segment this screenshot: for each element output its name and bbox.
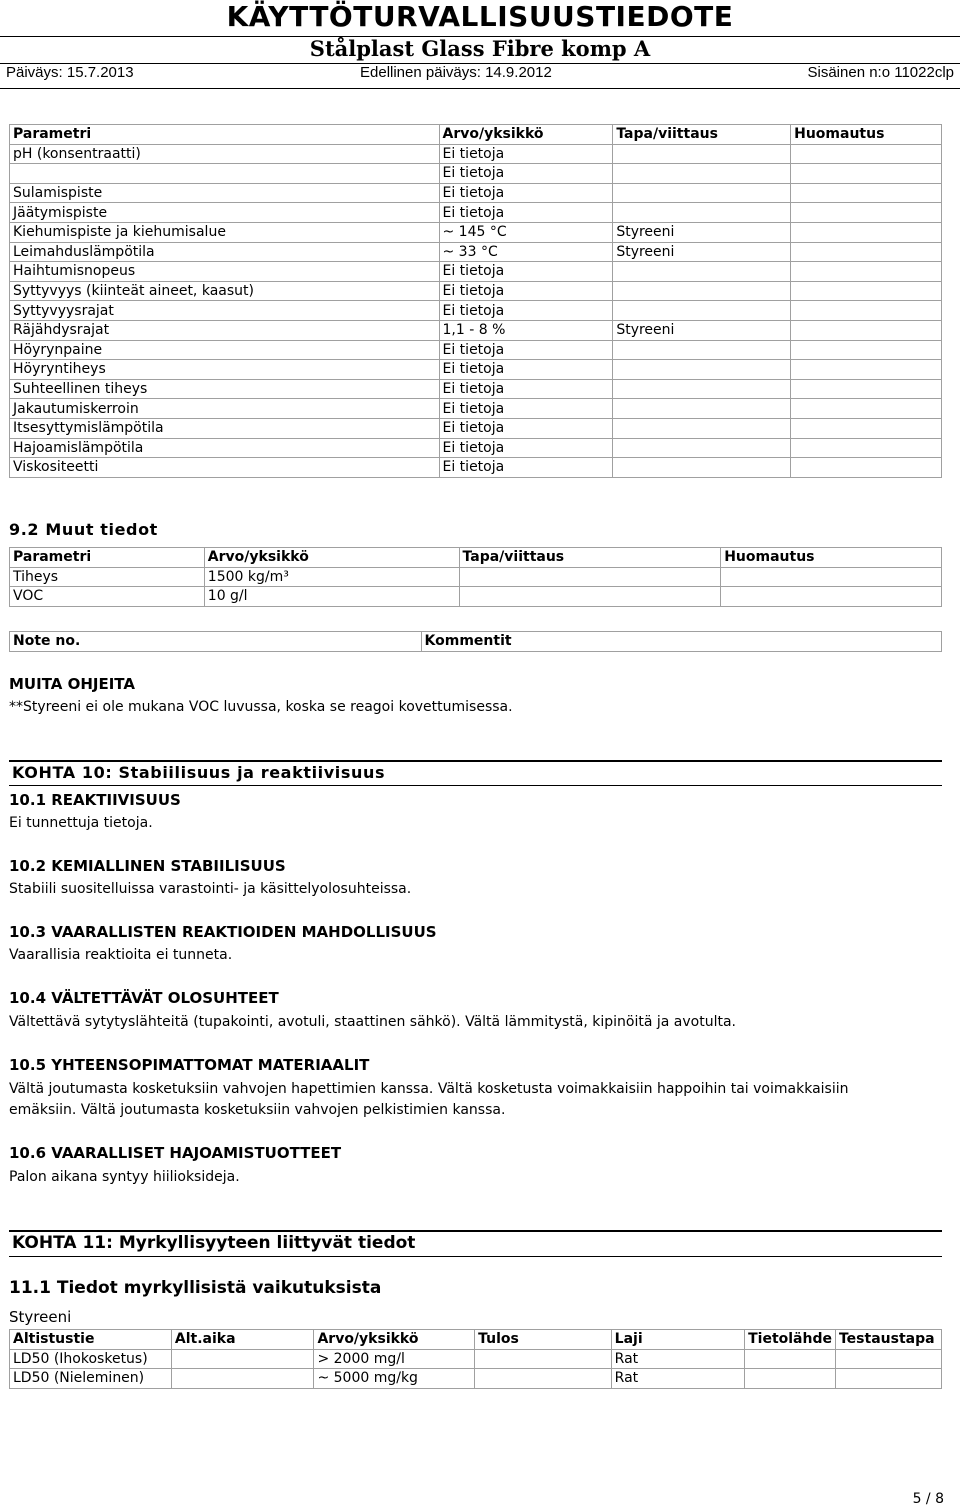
table-cell [791, 301, 942, 321]
subsection-heading: 10.2 KEMIALLINEN STABIILISUUS [9, 857, 286, 875]
table-cell: Ei tietoja [439, 379, 613, 399]
table-cell: Ei tietoja [439, 301, 613, 321]
subsection-heading: 10.3 VAARALLISTEN REAKTIOIDEN MAHDOLLISUUS [9, 923, 437, 941]
column-header: Tapa/viittaus [613, 125, 791, 145]
table-cell: pH (konsentraatti) [10, 144, 440, 164]
table-header-row [10, 632, 942, 652]
table-cell [721, 567, 942, 587]
column-header: Huomautus [791, 125, 942, 145]
table-row [10, 360, 942, 380]
subsection-heading: 10.5 YHTEENSOPIMATTOMAT MATERIAALIT [9, 1056, 370, 1074]
table-cell [835, 1369, 941, 1389]
table-cell: Ei tietoja [439, 262, 613, 282]
table-cell: Itsesyttymislämpötila [10, 418, 440, 438]
table-cell [10, 164, 440, 184]
table-cell [791, 438, 942, 458]
table-cell [613, 418, 791, 438]
other-info-title: 9.2 Muut tiedot [9, 520, 158, 539]
table-cell: LD50 (Ihokosketus) [10, 1349, 172, 1369]
table-cell: Ei tietoja [439, 281, 613, 301]
table-cell: Ei tietoja [439, 360, 613, 380]
section-11-bottom-rule [9, 1256, 942, 1257]
notes-table [9, 631, 942, 652]
table-cell: Ei tietoja [439, 340, 613, 360]
section-11-top-rule [9, 1230, 942, 1232]
table-cell [475, 1369, 612, 1389]
properties-table-body [10, 144, 942, 477]
table-cell: LD50 (Nieleminen) [10, 1369, 172, 1389]
table-cell [475, 1349, 612, 1369]
table-cell [791, 262, 942, 282]
subsection-text: Vältä joutumasta kosketuksiin vahvojen hapettimien kanssa. Vältä kosketusta voimakkaisiin happoihin tai voimakkaisiin emäksiin. Vältä joutumasta kosketuksiin vahvojen pelkistimien kanssa. [9, 1081, 849, 1118]
table-cell [613, 379, 791, 399]
other-instructions-text: **Styreeni ei ole mukana VOC luvussa, koska se reagoi kovettumisessa. [9, 699, 513, 715]
subsection-heading: 10.6 VAARALLISET HAJOAMISTUOTTEET [9, 1144, 342, 1162]
table-cell [459, 587, 721, 607]
table-cell: 10 g/l [204, 587, 459, 607]
table-cell [791, 458, 942, 478]
table-cell: Sulamispiste [10, 183, 440, 203]
table-row [10, 379, 942, 399]
table-cell [613, 262, 791, 282]
table-cell: 1500 kg/m³ [204, 567, 459, 587]
table-row [10, 222, 942, 242]
table-cell [745, 1349, 836, 1369]
toxicity-table [9, 1329, 942, 1389]
other-info-table [9, 547, 942, 607]
section-10-title: KOHTA 10: Stabiilisuus ja reaktiivisuus [12, 763, 386, 782]
table-cell [613, 164, 791, 184]
section-10-top-rule [9, 760, 942, 762]
table-row [10, 399, 942, 419]
table-cell [791, 242, 942, 262]
column-header: Tapa/viittaus [459, 548, 721, 568]
table-cell [791, 183, 942, 203]
other-info-table-body [10, 567, 942, 606]
table-cell: Ei tietoja [439, 164, 613, 184]
table-cell [613, 340, 791, 360]
table-row [10, 183, 942, 203]
column-header: Testaustapa [835, 1330, 941, 1350]
table-row [10, 281, 942, 301]
section-10-bottom-rule [9, 785, 942, 786]
table-row [10, 301, 942, 321]
table-row [10, 242, 942, 262]
table-cell: ~ 5000 mg/kg [314, 1369, 475, 1389]
table-cell [791, 203, 942, 223]
table-cell: Rat [611, 1369, 744, 1389]
section-11-title: KOHTA 11: Myrkyllisyyteen liittyvät tiedot [12, 1233, 416, 1253]
table-cell: Ei tietoja [439, 438, 613, 458]
table-row [10, 418, 942, 438]
table-cell [791, 418, 942, 438]
table-row [10, 262, 942, 282]
table-row [10, 1369, 942, 1389]
table-cell: Hajoamislämpötila [10, 438, 440, 458]
table-cell: Styreeni [613, 320, 791, 340]
table-cell [791, 360, 942, 380]
table-cell [835, 1349, 941, 1369]
table-cell: Viskositeetti [10, 458, 440, 478]
table-cell: > 2000 mg/l [314, 1349, 475, 1369]
table-cell: Rat [611, 1349, 744, 1369]
table-cell: VOC [10, 587, 205, 607]
column-header: Altistustie [10, 1330, 172, 1350]
table-cell: 1,1 - 8 % [439, 320, 613, 340]
table-cell [613, 438, 791, 458]
table-cell [791, 399, 942, 419]
table-cell: Ei tietoja [439, 183, 613, 203]
table-cell: Jäätymispiste [10, 203, 440, 223]
previous-date: Edellinen päiväys: 14.9.2012 [360, 64, 552, 81]
table-cell: Ei tietoja [439, 418, 613, 438]
table-cell: Ei tietoja [439, 203, 613, 223]
table-row [10, 164, 942, 184]
document-title: KÄYTTÖTURVALLISUUSTIEDOTE [226, 0, 734, 33]
table-row [10, 320, 942, 340]
column-header: Note no. [10, 632, 422, 652]
table-row [10, 458, 942, 478]
table-row [10, 203, 942, 223]
subsection-text: Stabiili suositelluissa varastointi- ja käsittelyolosuhteissa. [9, 881, 412, 897]
table-cell [791, 164, 942, 184]
subsection-text: Vaarallisia reaktioita ei tunneta. [9, 947, 233, 963]
table-cell [721, 587, 942, 607]
header-divider [0, 88, 960, 89]
table-cell: Ei tietoja [439, 144, 613, 164]
column-header: Parametri [10, 125, 440, 145]
company-name: Stålplast Glass Fibre komp A [309, 36, 651, 61]
column-header: Arvo/yksikkö [204, 548, 459, 568]
column-header: Arvo/yksikkö [314, 1330, 475, 1350]
table-cell [613, 360, 791, 380]
subsection-heading: 10.1 REAKTIIVISUUS [9, 791, 181, 809]
issue-date: Päiväys: 15.7.2013 [6, 64, 134, 81]
table-header-row [10, 125, 942, 145]
internal-number: Sisäinen n:o 11022clp [807, 64, 954, 81]
table-row [10, 567, 942, 587]
table-cell [459, 567, 721, 587]
table-cell: Leimahduslämpötila [10, 242, 440, 262]
table-cell: Styreeni [613, 222, 791, 242]
table-header-row [10, 548, 942, 568]
table-cell: Haihtumisnopeus [10, 262, 440, 282]
table-cell: ~ 33 °C [439, 242, 613, 262]
table-cell [791, 379, 942, 399]
other-instructions-heading: MUITA OHJEITA [9, 675, 135, 693]
properties-table [9, 124, 942, 478]
table-cell [613, 301, 791, 321]
table-cell: Räjähdysrajat [10, 320, 440, 340]
table-cell [791, 320, 942, 340]
table-row [10, 340, 942, 360]
table-cell [171, 1369, 314, 1389]
subsection-text: Vältettävä sytytyslähteitä (tupakointi, avotuli, staattinen sähkö). Vältä lämmitystä, kipinöitä ja avotulta. [9, 1014, 736, 1030]
table-cell [613, 281, 791, 301]
table-cell [613, 144, 791, 164]
substance-name: Styreeni [9, 1308, 72, 1326]
table-cell [613, 203, 791, 223]
subsection-text: Palon aikana syntyy hiilioksideja. [9, 1169, 240, 1185]
column-header: Parametri [10, 548, 205, 568]
table-row [10, 587, 942, 607]
table-header-row [10, 1330, 942, 1350]
table-row [10, 144, 942, 164]
table-cell: ~ 145 °C [439, 222, 613, 242]
table-cell [171, 1349, 314, 1369]
table-cell: Styreeni [613, 242, 791, 262]
table-cell [791, 281, 942, 301]
table-cell [791, 340, 942, 360]
table-cell: Jakautumiskerroin [10, 399, 440, 419]
table-cell [791, 222, 942, 242]
column-header: Tietolähde [745, 1330, 836, 1350]
table-cell: Tiheys [10, 567, 205, 587]
column-header: Kommentit [421, 632, 941, 652]
column-header: Alt.aika [171, 1330, 314, 1350]
table-cell: Kiehumispiste ja kiehumisalue [10, 222, 440, 242]
toxicity-table-body [10, 1349, 942, 1388]
table-cell: Ei tietoja [439, 399, 613, 419]
table-cell [613, 183, 791, 203]
table-row [10, 438, 942, 458]
table-cell [613, 458, 791, 478]
table-row [10, 1349, 942, 1369]
column-header: Arvo/yksikkö [439, 125, 613, 145]
page-number: 5 / 8 [912, 1491, 944, 1507]
column-header: Tulos [475, 1330, 612, 1350]
column-header: Huomautus [721, 548, 942, 568]
table-cell: Syttyvyysrajat [10, 301, 440, 321]
subsection-heading: 10.4 VÄLTETTÄVÄT OLOSUHTEET [9, 989, 279, 1007]
section-11-sub-heading: 11.1 Tiedot myrkyllisistä vaikutuksista [9, 1278, 382, 1298]
table-cell: Höyryntiheys [10, 360, 440, 380]
table-cell: Ei tietoja [439, 458, 613, 478]
table-cell: Syttyvyys (kiinteät aineet, kaasut) [10, 281, 440, 301]
table-cell [613, 399, 791, 419]
table-cell [745, 1369, 836, 1389]
table-cell [791, 144, 942, 164]
column-header: Laji [611, 1330, 744, 1350]
table-cell: Höyrynpaine [10, 340, 440, 360]
subsection-text: Ei tunnettuja tietoja. [9, 815, 153, 831]
table-cell: Suhteellinen tiheys [10, 379, 440, 399]
